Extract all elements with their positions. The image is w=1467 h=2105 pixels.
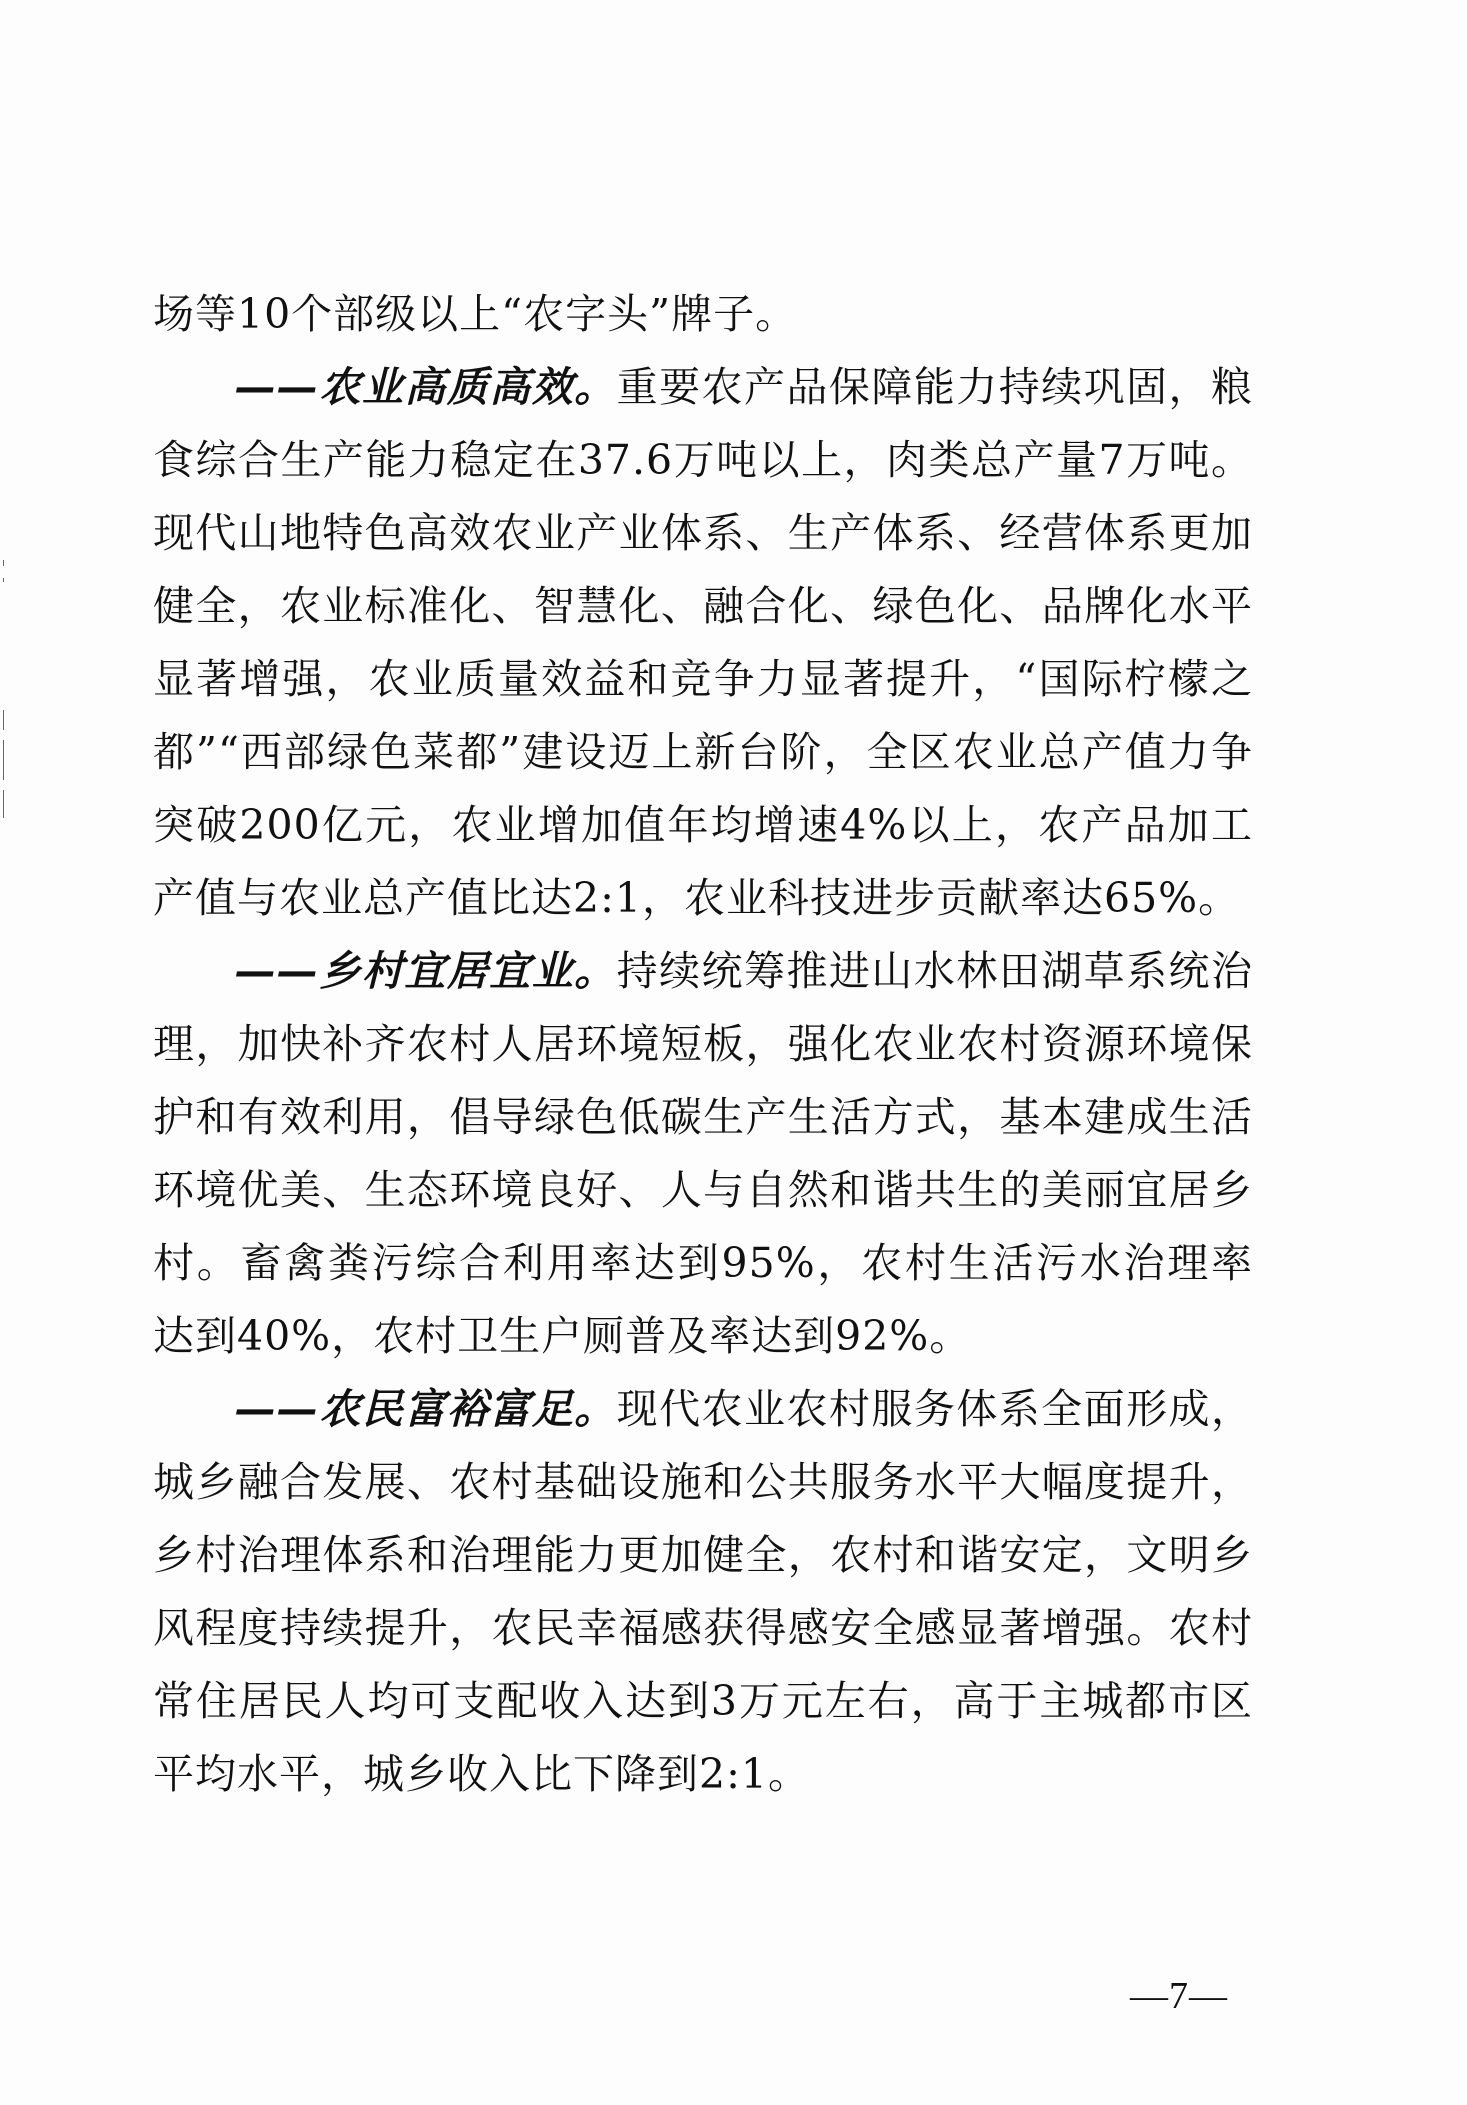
paragraph-heading: ——农民富裕富足。 bbox=[235, 1385, 617, 1433]
opening-fragment: 场等10个部级以上“农字头”牌子。 bbox=[153, 290, 798, 338]
binding-marks bbox=[0, 560, 14, 1040]
paragraph-farmers-wealth bbox=[153, 1373, 1253, 1811]
page-number: —7— bbox=[1130, 1975, 1228, 2017]
paragraph-body: 现代农业农村服务体系全面形成，城乡融合发展、农村基础设施和公共服务水平大幅度提升，乡村治理体系和治理能力更加健全，农村和谐安定，文明乡风程度持续提升，农民幸福感获得感安全感显著增强。农村常住居民人均可支配收入达到3万元左右，高于主城都市区平均水平，城乡收入比下降到2:1。 bbox=[153, 1385, 1254, 1798]
paragraph-heading: ——乡村宜居宜业。 bbox=[235, 947, 617, 995]
paragraph-agriculture-quality bbox=[153, 351, 1253, 935]
paragraph-body: 持续统筹推进山水林田湖草系统治理，加快补齐农村人居环境短板，强化农业农村资源环境保护和有效利用，倡导绿色低碳生产生活方式，基本建成生活环境优美、生态环境良好、人与自然和谐共生的美丽宜居乡村。畜禽粪污综合利用率达到95%，农村生活污水治理率达到40%，农村卫生户厕普及率达到92%。 bbox=[153, 947, 1254, 1360]
paragraph-body: 重要农产品保障能力持续巩固，粮食综合生产能力稳定在37.6万吨以上，肉类总产量7万吨。现代山地特色高效农业产业体系、生产体系、经营体系更加健全，农业标准化、智慧化、融合化、绿色化、品牌化水平显著增强，农业质量效益和竞争力显著提升，“国际柠檬之都”“西部绿色菜都”建设迈上新台阶，全区农业总产值力争突破200亿元，农业增加值年均增速4%以上，农产品加工产值与农业总产值比达2:1，农业科技进步贡献率达65%。 bbox=[153, 363, 1254, 922]
paragraph-rural-livable bbox=[153, 935, 1253, 1373]
paragraph-heading: ——农业高质高效。 bbox=[235, 363, 617, 411]
document-body bbox=[153, 278, 1253, 1811]
